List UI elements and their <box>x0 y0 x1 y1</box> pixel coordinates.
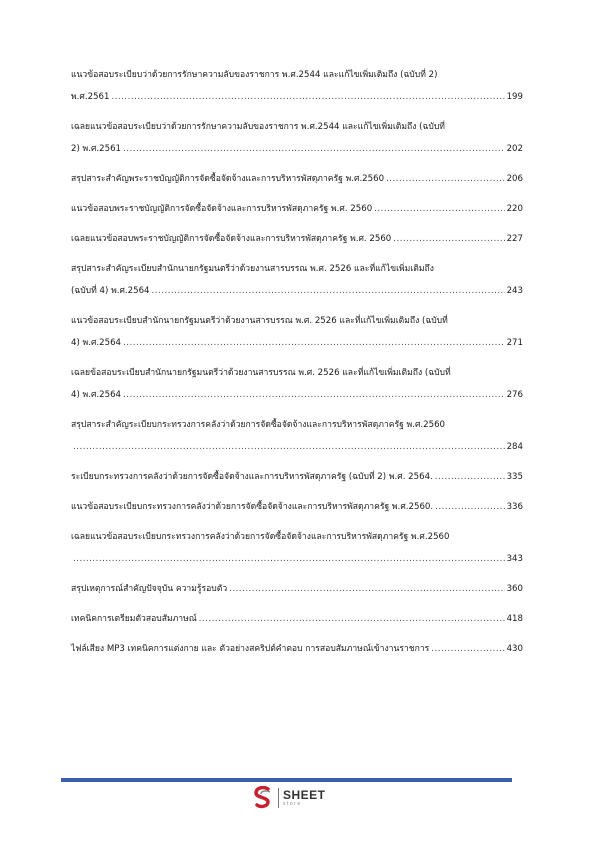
toc-entry-title: แนวข้อสอบระเบียบกระทรวงการคลังว่าด้วยการจัดซื้อจัดจ้างและการบริหารพัสดุภาครัฐ พ.ศ.2560. <box>71 502 434 512</box>
toc-entry[interactable] <box>71 414 523 458</box>
toc-page-number: 360 <box>506 584 523 594</box>
table-of-contents <box>71 64 523 668</box>
dot-leader <box>199 608 505 630</box>
toc-entry-title: สรุปสาระสำคัญระเบียบกระทรวงการคลังว่าด้วยการจัดซื้อจัดจ้างและการบริหารพัสดุภาครัฐ พ.ศ.2560 <box>71 420 446 430</box>
toc-entry[interactable] <box>71 228 523 250</box>
toc-page-number: 276 <box>506 390 523 400</box>
dot-leader <box>152 280 505 302</box>
toc-entry-title: (ฉบับที่ 4) พ.ศ.2564 <box>71 286 150 296</box>
toc-page-number: 243 <box>506 286 523 296</box>
toc-page-number: 227 <box>506 234 523 244</box>
toc-entry-title: เฉลยแนวข้อสอบระเบียบว่าด้วยการรักษาความลับของราชการ พ.ศ.2544 และแก้ไขเพิ่มเติมถึง (ฉบับที่ <box>71 122 445 132</box>
toc-entry[interactable] <box>71 526 523 570</box>
toc-entry-title: เฉลยแนวข้อสอบพระราชบัญญัติการจัดซื้อจัดจ้างและการบริหารพัสดุภาครัฐ พ.ศ. 2560 <box>71 234 392 244</box>
toc-entry[interactable] <box>71 466 523 488</box>
toc-entry-title: ไฟล์เสียง MP3 เทคนิคการแต่งกาย และ ตัวอย่างสคริปต์คำตอบ การสอบสัมภาษณ์เข้างานราชการ <box>71 644 430 654</box>
toc-entry-title: สรุปสาระสำคัญพระราชบัญญัติการจัดซื้อจัดจ้างและการบริหารพัสดุภาครัฐ พ.ศ.2560 <box>71 174 385 184</box>
toc-page-number: 418 <box>506 614 523 624</box>
toc-entry-title: สรุปเหตุการณ์สำคัญปัจจุบัน ความรู้รอบตัว <box>71 584 228 594</box>
dot-leader <box>123 384 505 406</box>
toc-entry[interactable] <box>71 258 523 302</box>
dot-leader <box>431 638 504 660</box>
toc-entry-title: เฉลยข้อสอบระเบียบสำนักนายกรัฐมนตรีว่าด้วยงานสารบรรณ พ.ศ. 2526 และที่แก้ไขเพิ่มเติมถึง (ฉบับที่ <box>71 368 451 378</box>
toc-page-number: 430 <box>506 644 523 654</box>
toc-entry-title: 4) พ.ศ.2564 <box>71 390 122 400</box>
dot-leader <box>435 466 505 488</box>
toc-entry[interactable] <box>71 116 523 160</box>
toc-page-number: 202 <box>506 144 523 154</box>
brand-sub: store <box>283 801 302 807</box>
sheet-store-logo-icon <box>252 786 274 810</box>
toc-page-number: 206 <box>506 174 523 184</box>
toc-entry-title: แนวข้อสอบพระราชบัญญัติการจัดซื้อจัดจ้างและการบริหารพัสดุภาครัฐ พ.ศ. 2560 <box>71 204 373 214</box>
toc-entry[interactable] <box>71 496 523 518</box>
toc-entry[interactable] <box>71 168 523 190</box>
toc-page-number: 271 <box>506 338 523 348</box>
dot-leader <box>435 496 504 518</box>
footer-logo <box>252 786 326 810</box>
dot-leader <box>73 548 505 570</box>
dot-leader <box>111 86 504 108</box>
toc-page-number: 220 <box>506 204 523 214</box>
dot-leader <box>374 198 504 220</box>
toc-entry[interactable] <box>71 310 523 354</box>
toc-entry-title: สรุปสาระสำคัญระเบียบสำนักนายกรัฐมนตรีว่าด้วยงานสารบรรณ พ.ศ. 2526 และที่แก้ไขเพิ่มเติมถึง <box>71 264 434 274</box>
toc-entry[interactable] <box>71 608 523 630</box>
toc-page-number: 284 <box>506 442 523 452</box>
footer-divider <box>61 778 512 782</box>
dot-leader <box>73 436 505 458</box>
dot-leader <box>386 168 505 190</box>
toc-page-number: 336 <box>506 502 523 512</box>
dot-leader <box>123 332 505 354</box>
toc-entry-title: เทคนิคการเตรียมตัวสอบสัมภาษณ์ <box>71 614 197 624</box>
toc-entry-title: 4) พ.ศ.2564 <box>71 338 122 348</box>
dot-leader <box>393 228 504 250</box>
toc-page-number: 335 <box>506 472 523 482</box>
toc-entry[interactable] <box>71 64 523 108</box>
logo-separator <box>278 788 279 808</box>
toc-entry[interactable] <box>71 198 523 220</box>
toc-entry-title: เฉลยแนวข้อสอบระเบียบกระทรวงการคลังว่าด้วยการจัดซื้อจัดจ้างและการบริหารพัสดุภาครัฐ พ.ศ.2560 <box>71 532 450 542</box>
toc-entry[interactable] <box>71 578 523 600</box>
toc-entry-title: แนวข้อสอบระเบียบว่าด้วยการรักษาความลับของราชการ พ.ศ.2544 และแก้ไขเพิ่มเติมถึง (ฉบับที่ 2) <box>71 70 438 80</box>
toc-entry[interactable] <box>71 638 523 660</box>
brand-name: SHEET <box>283 788 326 802</box>
toc-entry-title: ระเบียบกระทรวงการคลังว่าด้วยการจัดซื้อจัดจ้างและการบริหารพัสดุภาครัฐ (ฉบับที่ 2) พ.ศ. 2564. <box>71 472 433 482</box>
dot-leader <box>123 138 505 160</box>
dot-leader <box>229 578 504 600</box>
toc-page-number: 343 <box>506 554 523 564</box>
toc-entry-title: แนวข้อสอบระเบียบสำนักนายกรัฐมนตรีว่าด้วยงานสารบรรณ พ.ศ. 2526 และที่แก้ไขเพิ่มเติมถึง (ฉบับที่ <box>71 316 448 326</box>
toc-page-number: 199 <box>506 92 523 102</box>
toc-entry-title: 2) พ.ศ.2561 <box>71 144 122 154</box>
toc-entry-title: พ.ศ.2561 <box>71 92 110 102</box>
toc-entry[interactable] <box>71 362 523 406</box>
